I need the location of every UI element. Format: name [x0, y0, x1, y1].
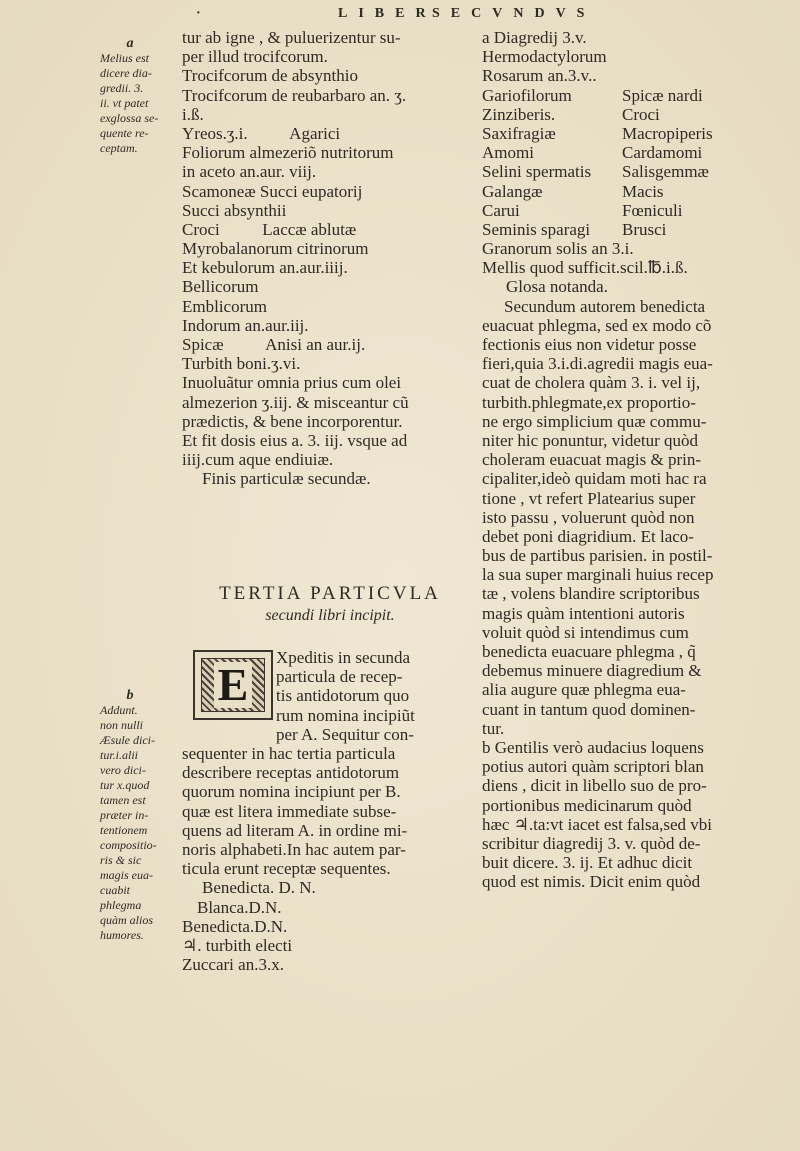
left-column-top [182, 28, 464, 489]
margin-note-line: cuabit [100, 883, 130, 897]
text-line: rum nomina incipiũt [276, 705, 415, 725]
text-line: i.ß. [182, 104, 204, 124]
ingredient: Macis [622, 181, 664, 201]
text-line: in aceto an.aur. viij. [182, 162, 317, 182]
margin-note-line: tentionem [100, 823, 148, 837]
text-line: Granorum solis an 3.i. [482, 239, 634, 259]
text-line: buit dicere. 3. ij. Et adhuc dicit [482, 853, 693, 873]
text-line: Secundum autorem benedicta [504, 296, 706, 316]
text-line: scribitur diagredij 3. v. quòd de- [482, 833, 701, 853]
text-line: la sua super marginali huius recep [482, 565, 714, 585]
margin-note-line: Melius est [100, 51, 149, 65]
ingredient-pair [482, 86, 797, 105]
text-line: per illud trocifcorum. [182, 47, 328, 67]
margin-note-line: ris & sic [100, 853, 142, 867]
ingredient: Gariofilorum [482, 85, 572, 105]
ingredient: Macropiperis [622, 123, 713, 143]
margin-note-line: dicere dia- [100, 66, 152, 80]
text-line: a Diagredij 3.v. [482, 28, 587, 47]
text-line: Zuccari an.3.x. [182, 955, 284, 975]
ingredient: Brusci [622, 219, 667, 239]
text-line: Trocifcorum de absynthio [182, 66, 358, 86]
text-line: magis quàm intentioni autoris [482, 603, 685, 623]
ingredient-pair [482, 220, 797, 239]
text-line: Blanca.D.N. [197, 897, 282, 917]
margin-note-line: ceptam. [100, 141, 138, 155]
text-line: tione , vt refert Platearius super [482, 488, 696, 508]
ingredient-pair [482, 182, 797, 201]
text-line: debemus minuere diagredium & [482, 661, 702, 681]
header-secundus: SECVNDVS [432, 6, 596, 21]
text-line: potius autori quàm scriptori blan [482, 757, 704, 777]
section-title: TERTIA PARTICVLA [219, 583, 441, 604]
text-line: b Gentilis verò audacius loquens [482, 737, 704, 757]
text-line: quæ est litera immediate subse- [182, 801, 397, 821]
text-line: niter hic ponuntur, videtur quòd [482, 430, 699, 450]
text-line: Turbith boni.ʒ.vi. [182, 354, 301, 374]
text-line: ticula erunt receptæ sequentes. [182, 859, 391, 879]
text-line: Mellis quod sufficit.scil.℔.i.ß. [482, 258, 688, 278]
text-line: choleram euacuat magis & prin- [482, 450, 702, 470]
header-mark: · [196, 6, 212, 21]
text-line: Spicæ Anisi an aur.ij. [182, 335, 366, 354]
header-liber: LIBER [338, 6, 437, 21]
ingredient-pair [482, 201, 797, 220]
text-line: Hermodactylorum [482, 47, 607, 67]
margin-note-line: tamen est [100, 793, 146, 807]
text-line: Foliorum almezeriõ nutritorum [182, 143, 394, 163]
text-line: bus de partibus parisien. in postil- [482, 546, 713, 566]
margin-note-line: quàm alios [100, 913, 154, 927]
ingredient: Salisgemmæ [622, 162, 709, 182]
margin-note-line: præter in- [100, 808, 149, 822]
left-column-bottom [182, 744, 464, 974]
ingredient: Seminis sparagi [482, 219, 591, 239]
text-line: Benedicta.D.N. [182, 916, 288, 936]
text-line: cuant in tantum quod dominen- [482, 699, 696, 719]
text-line: Yreos.ʒ.i. Agarici [182, 123, 341, 143]
ornament-pattern [201, 658, 265, 712]
ingredient: Cardamomi [622, 143, 703, 163]
text-line: Et fit dosis eius a. 3. iij. vsque ad [182, 430, 408, 450]
margin-note-a [100, 36, 174, 156]
text-line: hæc ♃.ta:vt iacet est falsa,sed vbi [482, 814, 713, 834]
ingredient: Croci [622, 104, 660, 124]
margin-note-line: quente re- [100, 126, 149, 140]
text-line: euacuat phlegma, sed ex modo cõ [482, 315, 712, 335]
text-line: cuat de cholera quàm 3. i. vel ij, [482, 373, 701, 393]
ingredient-pair [482, 143, 797, 162]
ingredient: Fœniculi [622, 200, 683, 220]
text-line: particula de recep- [276, 667, 403, 687]
left-column-beside-initial [276, 648, 466, 744]
margin-note-line: vero dici- [100, 763, 146, 777]
ingredient-pair [482, 162, 797, 181]
text-line: fieri,quia 3.i.di.agredii magis eua- [482, 354, 713, 374]
text-line: Et kebulorum an.aur.iiij. [182, 258, 348, 278]
text-line: Rosarum an.3.v.. [482, 66, 597, 86]
text-line: per A. Sequitur con- [276, 724, 414, 744]
margin-letter-b: b [126, 688, 134, 703]
section-subtitle: secundi libri incipit. [265, 607, 395, 624]
text-line: debet poni diagridium. Et laco- [482, 526, 694, 546]
text-line: Indorum an.aur.iij. [182, 315, 309, 335]
ingredient: Selini spermatis [482, 162, 592, 182]
ingredient: Amomi [482, 143, 534, 163]
margin-note-line: non nulli [100, 718, 144, 732]
text-line: Finis particulæ secundæ. [202, 469, 371, 489]
text-line: quens ad literam A. in ordine mi- [182, 820, 408, 840]
margin-note-line: tur.i.alii [100, 748, 139, 762]
text-line: Inuoluãtur omnia prius cum olei [182, 373, 402, 393]
text-line: alia augure quæ phlegma eua- [482, 680, 686, 700]
text-line: isto passu , voluerunt quòd non [482, 507, 695, 527]
margin-note-line: gredii. 3. [100, 81, 144, 95]
text-line: Myrobalanorum citrinorum [182, 239, 369, 259]
drop-initial-letter: E [214, 662, 253, 708]
text-line: voluit quòd si intendimus cum [482, 622, 689, 642]
text-line: ♃. turbith electi [182, 935, 293, 955]
margin-note-b [100, 688, 174, 943]
text-line: portionibus medicinarum quòd [482, 795, 692, 815]
text-line: ne ergo simplicium quæ commu- [482, 411, 707, 431]
text-line: diens , dicit in libello suo de pro- [482, 776, 707, 796]
text-line: Benedicta. D. N. [202, 878, 316, 898]
text-line: Xpeditis in secunda [276, 648, 411, 667]
text-line: tur. [482, 718, 505, 738]
running-header [0, 4, 800, 30]
text-line: almezerion ʒ.iij. & misceantur cũ [182, 392, 409, 412]
ingredient: Zinziberis. [482, 104, 556, 124]
text-line: cipaliter,ideò quidam moti hac ra [482, 469, 707, 489]
text-line: Croci Laccæ ablutæ [182, 219, 357, 239]
margin-note-line: exglossa se- [100, 111, 159, 125]
text-line: noris alphabeti.In hac autem par- [182, 839, 406, 859]
text-line: iiij.cum aque endiuiæ. [182, 450, 334, 470]
ingredient-pair [482, 124, 797, 143]
right-column [482, 28, 797, 891]
text-line: quorum nomina incipiunt per B. [182, 782, 401, 802]
text-line: prædictis, & bene incorporentur. [182, 411, 403, 431]
text-line: describere receptas antidotorum [182, 763, 400, 783]
text-line: Emblicorum [182, 296, 267, 316]
ingredient: Spicæ nardi [622, 85, 703, 105]
margin-note-line: magis eua- [100, 868, 153, 882]
margin-note-line: compositio- [100, 838, 157, 852]
margin-letter-a: a [126, 36, 134, 51]
margin-note-line: ii. vt patet [100, 96, 149, 110]
text-line: quod est nimis. Dicit enim quòd [482, 872, 701, 892]
margin-note-line: tur x.quod [100, 778, 150, 792]
ingredient-pair [482, 105, 797, 124]
text-line: sequenter in hac tertia particula [182, 744, 396, 763]
text-line: Trocifcorum de reubarbaro an. ʒ. [182, 85, 407, 105]
text-line: benedicta euacuare phlegma , q̃ [482, 642, 696, 661]
text-line: Succi absynthii [182, 200, 287, 220]
text-line: Bellicorum [182, 277, 259, 297]
text-line: tur ab igne , & puluerizentur su- [182, 28, 401, 47]
ingredient: Galangæ [482, 181, 543, 201]
margin-note-line: humores. [100, 928, 144, 942]
text-line: fectionis eius non videtur posse [482, 335, 697, 354]
text-line: tis antidotorum quo [276, 686, 410, 706]
margin-note-line: Addunt. [100, 703, 138, 717]
margin-note-line: Æsule dici- [100, 733, 155, 747]
text-line: tæ , volens blandire scriptoribus [482, 584, 700, 604]
ingredient: Saxifragiæ [482, 123, 556, 143]
text-line: turbith.phlegmate,ex proportio- [482, 392, 696, 412]
glosa-heading: Glosa notanda. [506, 277, 608, 297]
ingredient: Carui [482, 200, 520, 220]
drop-initial [193, 650, 273, 720]
margin-note-line: phlegma [100, 898, 142, 912]
text-line: Scamoneæ Succi eupatorij [182, 181, 363, 201]
